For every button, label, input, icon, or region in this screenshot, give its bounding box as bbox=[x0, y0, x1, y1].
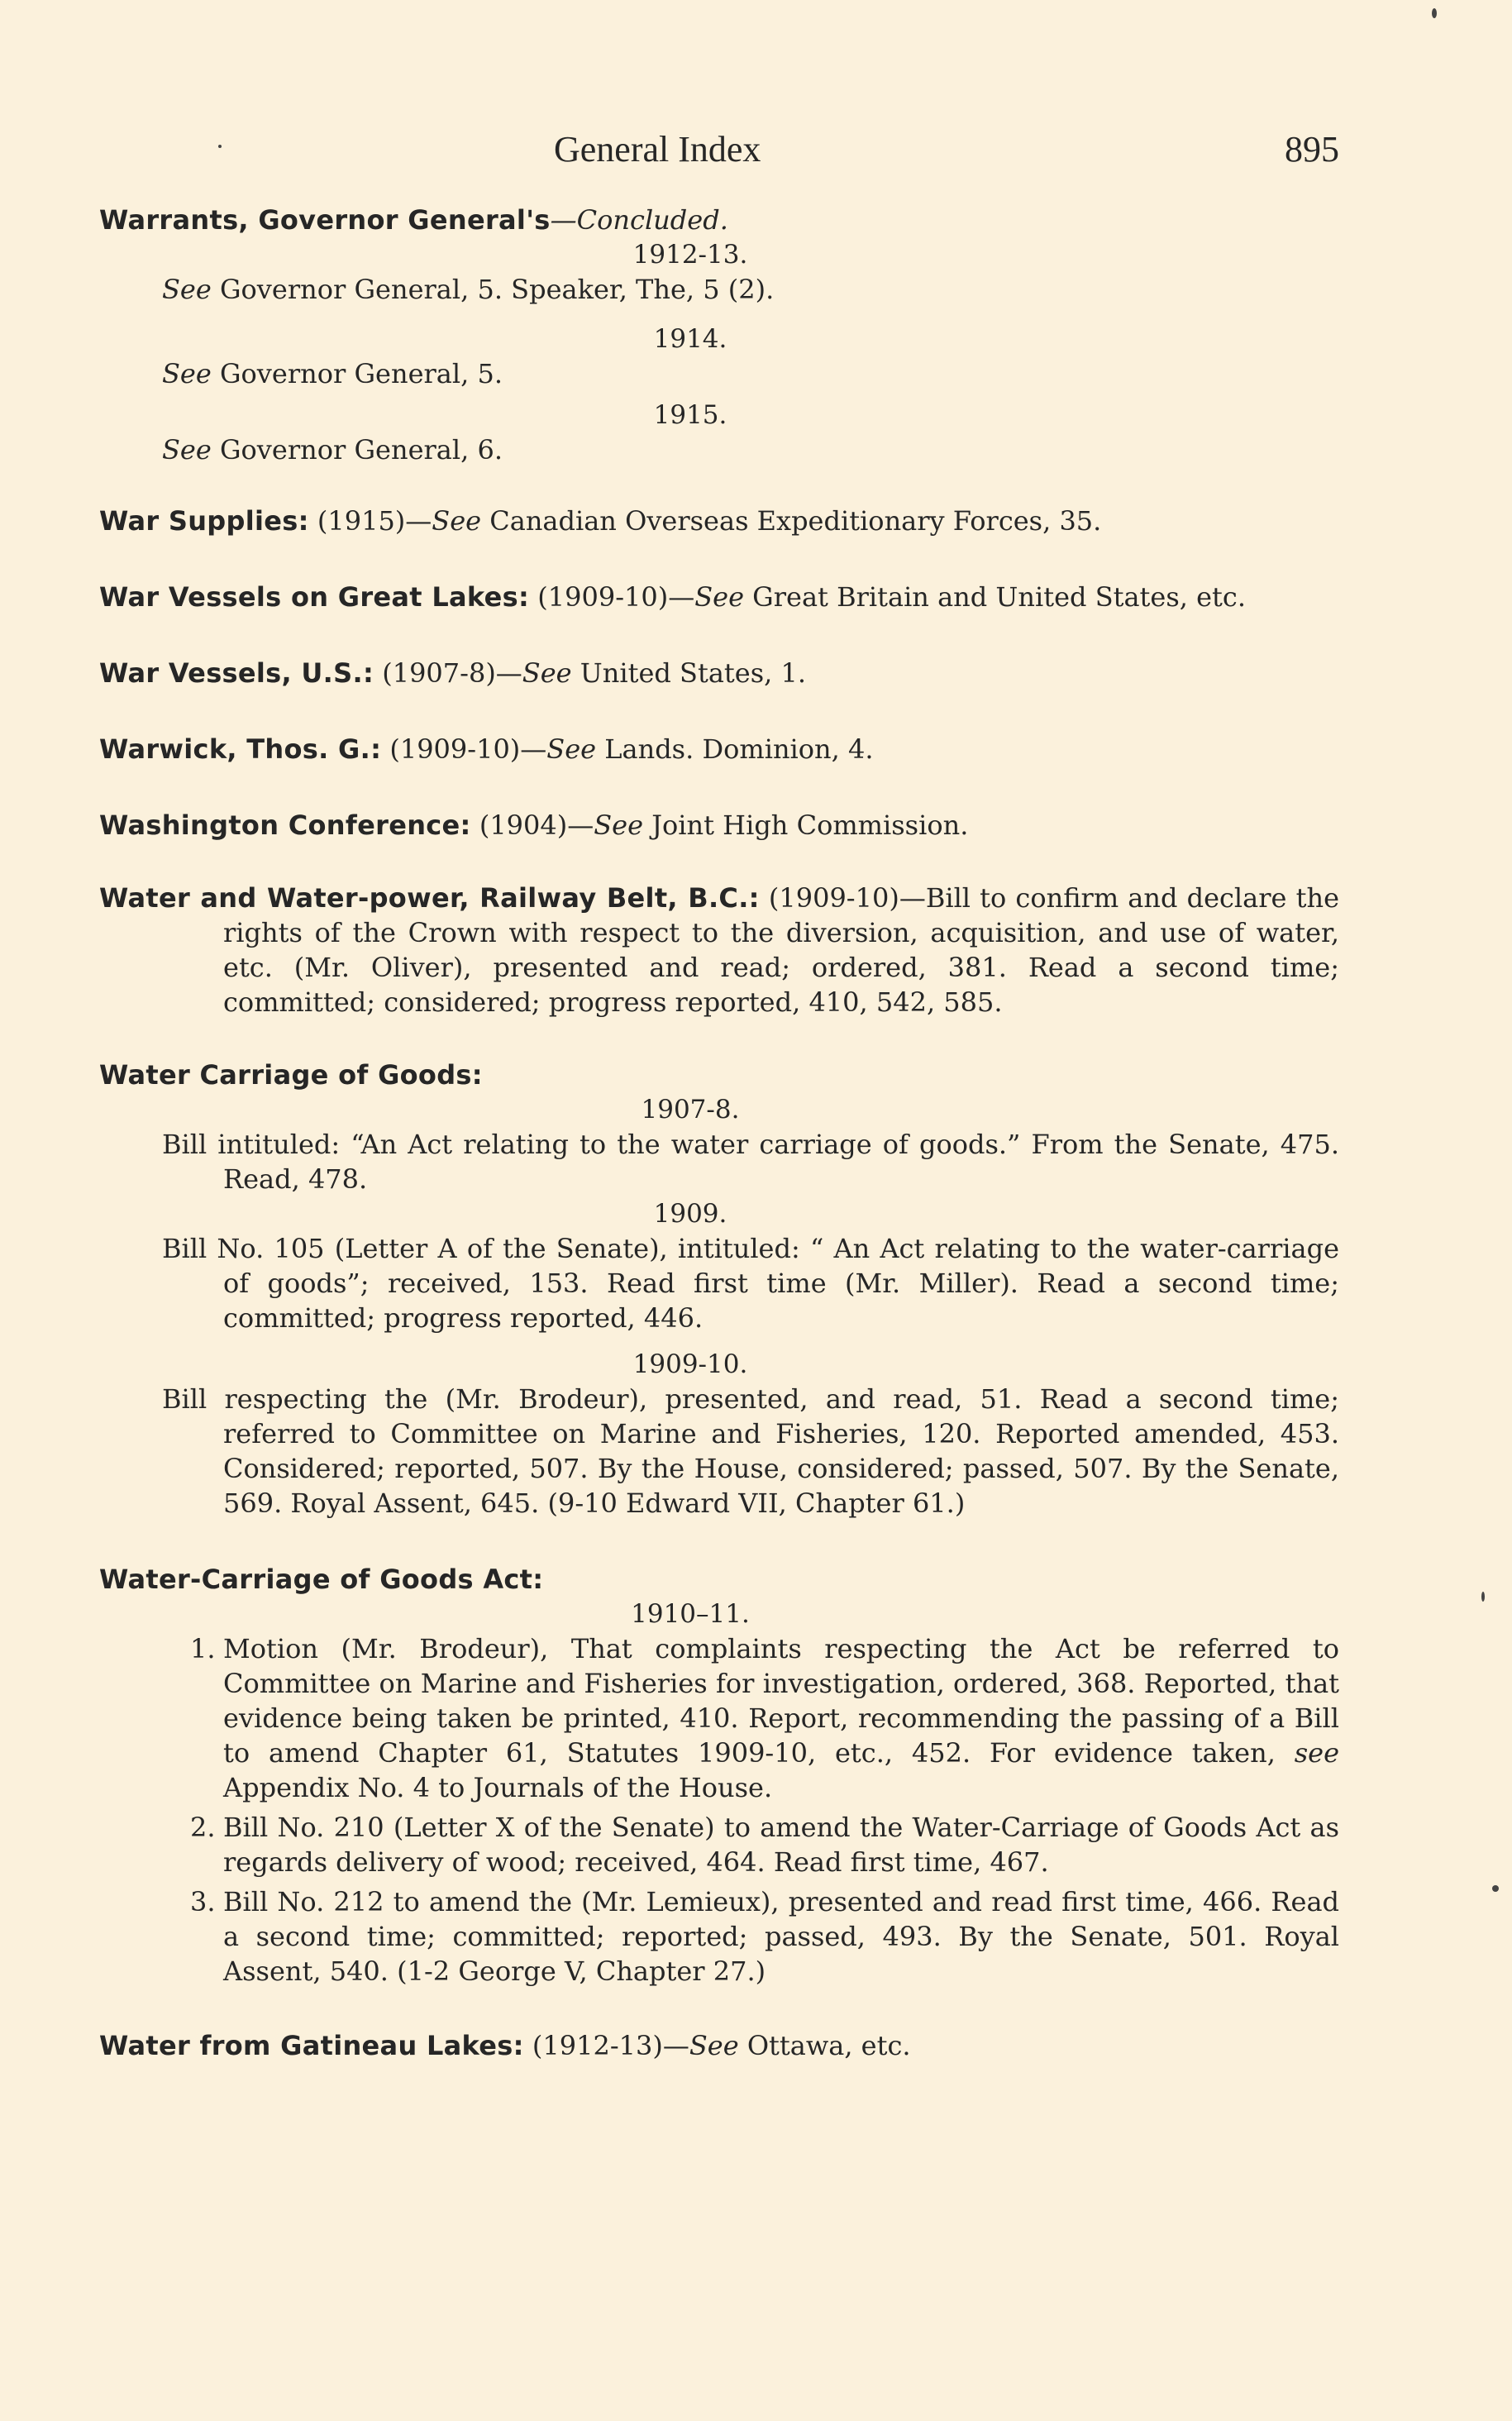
see-label: See bbox=[162, 434, 212, 466]
entry-line bbox=[99, 356, 1339, 391]
entry-line bbox=[99, 272, 1339, 307]
entry-war-vessels-us bbox=[99, 656, 1339, 690]
entry-text: United States, 1. bbox=[571, 657, 806, 689]
entry-date: (1912-13)— bbox=[523, 2030, 689, 2061]
index-content bbox=[99, 203, 1339, 2063]
running-title: General Index bbox=[554, 129, 761, 170]
entry-heading: Warwick, Thos. G.: bbox=[99, 733, 382, 765]
entry-date: (1909-10)— bbox=[529, 581, 695, 613]
entry-text: Ottawa, etc. bbox=[738, 2030, 911, 2061]
entry-heading: Water-Carriage of Goods Act: bbox=[99, 1564, 544, 1595]
entry-heading: Warrants, Governor General's bbox=[99, 204, 551, 236]
item-number: 2. bbox=[190, 1812, 216, 1843]
scan-speck bbox=[1481, 1592, 1485, 1602]
scan-speck bbox=[218, 145, 222, 148]
page-header bbox=[99, 128, 1339, 178]
entry-heading: War Vessels on Great Lakes: bbox=[99, 581, 530, 613]
year-heading: 1914. bbox=[653, 324, 727, 354]
see-label: See bbox=[522, 657, 572, 689]
entry-text: Governor General, 5. bbox=[211, 358, 503, 389]
entry-heading: War Vessels, U.S.: bbox=[99, 657, 374, 689]
entry-heading: War Supplies: bbox=[99, 505, 309, 537]
entry-water-carriage bbox=[99, 1058, 1339, 1092]
see-label: See bbox=[162, 274, 212, 305]
entry-heading: Water and Water-power, Railway Belt, B.C.: bbox=[99, 882, 760, 914]
entry-date: (1907-8)— bbox=[374, 657, 522, 689]
entry-text: (1909-10)—Bill to confirm and declare the rights of the Crown with respect to the diversion, acquisition, and use of water, etc. (Mr. Oliver), presented and read; ordered, 381. Read a second time; committed; considered; progress reported, 410, 542, 585. bbox=[223, 882, 1340, 1018]
entry-heading: Washington Conference: bbox=[99, 809, 471, 841]
year-heading: 1915. bbox=[653, 400, 727, 430]
item-text: Motion (Mr. Brodeur), That complaints respecting the Act be referred to Committee on Marine and Fisheries for investigation, ordered, 368. Reported, that evidence being taken be printed, 410. Report, recommending the passing of a Bill to amend Chapter 61, Statutes 1909-10, etc., 452. For evidence taken, bbox=[223, 1633, 1339, 1769]
see-label: See bbox=[694, 581, 744, 613]
entry-washington-conference bbox=[99, 808, 1339, 843]
entry-text: Canadian Overseas Expeditionary Forces, 35. bbox=[481, 505, 1102, 537]
year-heading: 1912-13. bbox=[632, 240, 748, 270]
entry-date: (1904)— bbox=[470, 809, 594, 841]
entry-water-carriage-act bbox=[99, 1562, 1339, 1597]
entry-warwick bbox=[99, 732, 1339, 766]
scan-speck bbox=[1432, 8, 1437, 18]
entry-gatineau-lakes bbox=[99, 2028, 1339, 2063]
item-number: 3. bbox=[190, 1886, 216, 1917]
scan-speck bbox=[1492, 1885, 1499, 1892]
year-heading: 1909. bbox=[653, 1199, 727, 1229]
entry-text: Great Britain and United States, etc. bbox=[744, 581, 1246, 613]
see-label: see bbox=[1294, 1737, 1339, 1769]
see-label: See bbox=[432, 505, 482, 537]
entry-date: (1915)— bbox=[308, 505, 432, 537]
page-number: 895 bbox=[1285, 129, 1339, 170]
entry-war-supplies bbox=[99, 504, 1339, 538]
entry-continuation: —Concluded. bbox=[550, 204, 728, 236]
numbered-item bbox=[99, 1884, 1339, 1989]
entry-paragraph: Bill respecting the (Mr. Brodeur), presented, and read, 51. Read a second time; referred to Committee on Marine and Fisheries, 120. Reported amended, 453. Considered; reported, 507. By the House, considered; passed, 507. By the Senate, 569. Royal Assent, 645. (9-10 Edward VII, Chapter 61.) bbox=[162, 1383, 1339, 1519]
see-label: See bbox=[689, 2030, 739, 2061]
item-number: 1. bbox=[190, 1633, 216, 1664]
entry-war-vessels-great-lakes bbox=[99, 580, 1339, 614]
entry-text: Governor General, 5. Speaker, The, 5 (2). bbox=[211, 274, 775, 305]
item-text: Bill No. 210 (Letter X of the Senate) to amend the Water-Carriage of Goods Act as regards delivery of wood; received, 464. Read first time, 467. bbox=[223, 1812, 1339, 1878]
entry-paragraph: Bill No. 105 (Letter A of the Senate), intituled: “ An Act relating to the water-carriage of goods”; received, 153. Read first time (Mr. Miller). Read a second time; committed; progress reported, 446. bbox=[162, 1233, 1339, 1334]
entry-text: Governor General, 6. bbox=[211, 434, 503, 466]
see-label: See bbox=[546, 733, 597, 765]
entry-text: Joint High Commission. bbox=[643, 809, 969, 841]
item-text: Bill No. 212 to amend the (Mr. Lemieux), presented and read first time, 466. Read a second time; committed; reported; passed, 493. By the Senate, 501. Royal Assent, 540. (1-2 George V, Chapter 27.) bbox=[223, 1886, 1339, 1987]
entry-heading: Water Carriage of Goods: bbox=[99, 1059, 483, 1091]
year-heading: 1909-10. bbox=[632, 1349, 748, 1379]
item-text: Appendix No. 4 to Journals of the House. bbox=[223, 1772, 773, 1803]
entry-heading: Water from Gatineau Lakes: bbox=[99, 2030, 524, 2061]
entry-date: (1909-10)— bbox=[381, 733, 547, 765]
entry-water-power bbox=[99, 881, 1339, 1019]
see-label: See bbox=[162, 358, 212, 389]
year-heading: 1910–11. bbox=[631, 1599, 750, 1629]
entry-warrants bbox=[99, 203, 1339, 237]
entry-paragraph: Bill intituled: “An Act relating to the water carriage of goods.” From the Senate, 475. Read, 478. bbox=[162, 1129, 1339, 1195]
numbered-item bbox=[99, 1810, 1339, 1879]
numbered-item bbox=[99, 1631, 1339, 1805]
see-label: See bbox=[594, 809, 644, 841]
entry-text: Lands. Dominion, 4. bbox=[596, 733, 874, 765]
entry-line bbox=[99, 432, 1339, 467]
year-heading: 1907-8. bbox=[641, 1095, 740, 1125]
